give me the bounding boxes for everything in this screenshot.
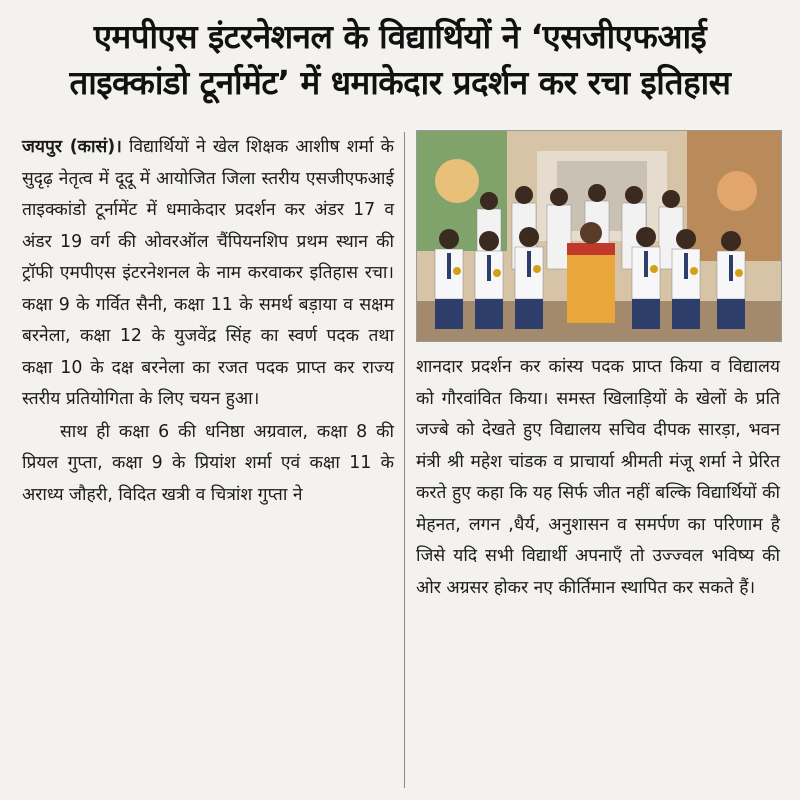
headline (10, 14, 790, 106)
group-photo-illustration (417, 131, 781, 341)
article-paragraph-3: शानदार प्रदर्शन कर कांस्य पदक प्राप्त किया व विद्यालय को गौरवांवित किया। समस्त खिलाड़ियों के खेलों के प्रति जज्बे को देखते हुए विद्यालय सचिव दीपक सारड़ा, भवन मंत्री श्री महेश चांडक व प्राचार्या श्रीमती मंजू शर्मा ने प्रेरित करते हुए कहा कि यह सिर्फ जीत नहीं बल्कि विद्यार्थियों की मेहनत, लगन ,धैर्य, अनुशासन व समर्पण का परिणाम है जिसे यदि सभी विद्यार्थी अपनाएँ तो उज्ज्वल भविष्य की ओर अग्रसर होकर नए कीर्तिमान स्थापित कर सकते हैं। (416, 357, 780, 598)
article-paragraph-2: साथ ही कक्षा 6 की धनिष्ठा अग्रवाल, कक्षा 8 की प्रियल गुप्ता, कक्षा 9 के प्रियांश शर्मा एवं कक्षा 11 के अराध्य जौहरी, विदित खत्री व चित्रांश गुप्ता ने (22, 421, 394, 505)
dateline: जयपुर (कासं)। (22, 137, 122, 157)
article-column-left (22, 132, 394, 511)
group-photo (416, 130, 782, 342)
article-paragraph-1 (22, 132, 394, 416)
column-divider (404, 132, 405, 788)
article-paragraph-1-text: विद्यार्थियों ने खेल शिक्षक आशीष शर्मा के सुदृढ़ नेतृत्व में दूदू में आयोजित जिला स्तरीय एसजीएफआई ताइक्कांडो टूर्नामेंट में धमाकेदार प्रदर्शन कर अंडर 17 व अंडर 19 वर्ग की ओवरऑल चैंपियनशिप प्रथम स्थान की ट्रॉफी एमपीएस इंटरनेशनल के नाम करवाकर इतिहास रचा। कक्षा 9 के गर्वित सैनी, कक्षा 11 के समर्थ बड़ाया व सक्षम बरनेला, कक्षा 12 के युजवेंद्र सिंह का स्वर्ण पदक तथा कक्षा 10 के दक्ष बरनेला का रजत पदक प्राप्त कर राज्य स्तरीय प्रतियोगिता के लिए चयन हुआ। (22, 137, 394, 409)
article-column-right (416, 352, 780, 604)
headline-line-2: ताइक्कांडो टूर्नामेंट’ में धमाकेदार प्रदर्शन कर रचा इतिहास (69, 63, 731, 102)
headline-line-1: एमपीएस इंटरनेशनल के विद्यार्थियों ने ‘एसजीएफआई (93, 17, 707, 56)
